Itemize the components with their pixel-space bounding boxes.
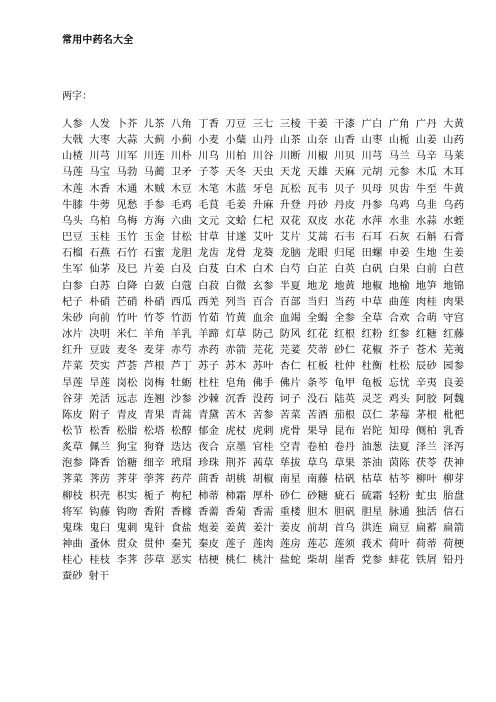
section-label: 两字： — [62, 91, 92, 102]
herb-name-list: 人参 人发 卜芥 儿茶 八角 丁香 刀豆 三七 三棱 干姜 干漆 广白 广角 广丹 大黄 大戟 大枣 大蒜 大蓟 小蓟 小麦 小蘖 山丹 山茶 山奈 山香 山枣 山栀 山姜 山药 山楂 川芎 川军 川连 川朴 川乌 川柏 川谷 川断 川椒 川贝 川芎 马兰 马辛 马莱 马莲 马宝 马勃 马蔺 卫矛 子苓 天冬 天虫 天龙 天雄 天麻 元胡 元参 木瓜 木耳 木莲 木香 木通 木贼 木豆 木笔 木蓝 牙皂 瓦松 瓦韦 贝子 贝母 贝齿 牛至 牛黄 牛膝 牛蒡 见愁 手参 毛鸡 毛茛 毛姜 升麻 升登 丹砂 丹皮 丹参 乌鸡 乌韭 乌药 乌头 乌柏 乌梅 方海 六曲 文元 文蛤 仁杞 双花 双皮 水花 水萍 水韭 水蒜 水蛭 巴豆 玉桂 玉竹 玉金 甘松 甘草 甘遂 艾叶 艾片 艾蒿 石韦 石耳 石灰 石斛 石膏 石榴 石燕 石竹 石蜜 龙胆 龙齿 龙骨 龙葵 龙脑 龙眼 归尾 田螺 申姜 生地 生姜 生军 仙茅 及巳 片姜 白及 白芨 白术 白术 白芍 白芷 白英 白矾 白果 白前 白苣 白参 白苏 白降 白蔹 白蔻 白菽 白微 玄参 半夏 地龙 地黄 地椒 地榆 地笋 地锦 杞子 朴硝 芒硝 朴硝 西瓜 西羌 列当 百合 百部 当归 当药 中草 曲莲 肉桂 肉果 朱砂 向前 竹叶 竹苓 竹沥 竹茹 竹黄 血余 血竭 全蝎 全参 全草 合欢 合萌 守宫 冰片 决明 米仁 羊角 羊乳 羊蹄 灯草 防己 防风 红花 红根 红粉 红参 红糖 红藤 红升 豆豉 麦冬 麦芽 赤芍 赤药 赤箭 芫花 芫荽 芡蒂 砂仁 花椒 芥子 苍术 芜荑 芹菜 芡实 芦荟 芦根 芦丁 苏子 苏木 苏叶 杏仁 杠板 杜仲 杜衡 杜松 辰砂 园参 旱莲 旱莲 岗松 岗梅 牡蛎 杜柱 皂角 佛手 佛片 条芩 龟甲 龟板 忘忧 辛夷 良姜 谷芽 羌活 远志 连翘 沙参 沙棘 沉香 没药 诃子 没石 陆英 灵芝 鸡头 阿胶 阿魏 陈皮 附子 青皮 青果 青蒿 青黛 苦木 苦参 苦菜 苦酒 茄根 苡仁 茅莓 茅根 枇杷 松节 松香 松脂 松塔 松醇 郁金 虎杖 虎刺 虎骨 果导 昆布 岩陀 知母 侧柏 乳香 炙草 佩兰 狗宝 狗脊 迭达 夜合 京墨 官桂 空青 卷柏 卷丹 油葱 法夏 泽兰 泽泻 泡参 降香 饴糖 细辛 玳瑁 珍珠 荆芥 茜草 荜拔 草乌 草果 茶油 茵陈 茯苓 茯神 荠菜 荠苈 荠芽 荸荠 药芹 茴香 胡桃 胡椒 南星 南藤 枯矾 枯草 枯芩 柳叶 柳芽 柳枝 枳壳 枳实 栀子 枸杞 柿蒂 柿霜 厚朴 砂仁 砂糖 疵石 硫霜 轻粉 虻虫 胎盘 将军 钩藤 钩吻 香附 香橼 香薷 香菊 香需 重楼 胆木 胆矾 胆星 脉通 独活 信石 鬼珠 鬼臼 鬼刺 鬼针 食盐 炮姜 姜黄 姜汁 姜皮 前胡 首乌 洪连 扁豆 扁蓄 扁箭 神曲 蚤休 贯众 贯仲 秦艽 秦皮 莲子 莲肉 莲房 莲芯 莲须 莪术 荷叶 荷蒂 荷梗 桂心 桂枝 李荠 莎草 恶实 桔梗 桃仁 桃汁 盐蛇 柴胡 崖香 党参 蚌花 铁屑 铅丹 蚕砂 射干 — [62, 118, 464, 583]
document-title: 常用中药名大全 — [62, 35, 134, 46]
